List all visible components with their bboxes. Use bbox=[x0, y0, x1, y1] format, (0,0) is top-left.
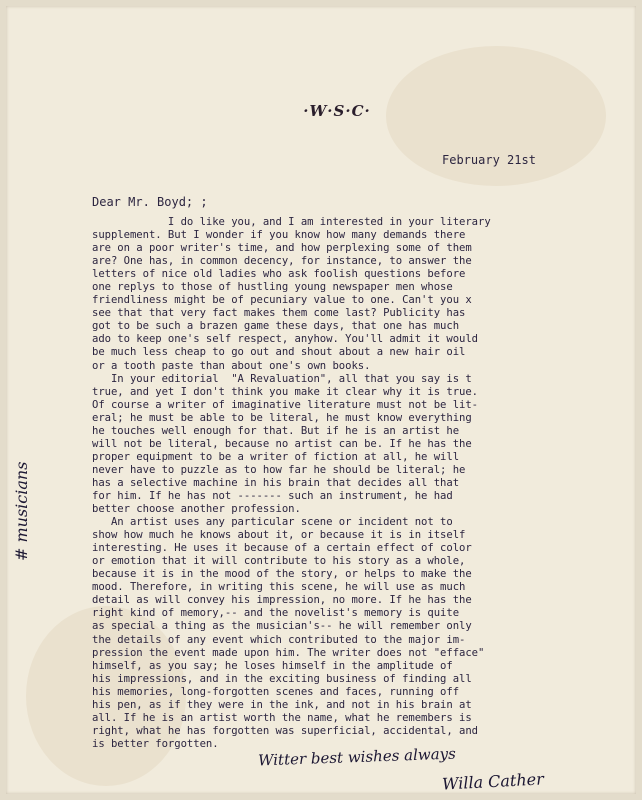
body-line: proper equipment to be a writer of fiction at all, he will bbox=[92, 450, 460, 463]
body-line: are on a poor writer's time, and how perplexing some of them bbox=[92, 242, 472, 255]
body-line: or emotion that it will contribute to his story as a whole, bbox=[92, 555, 466, 568]
body-line: An artist uses any particular scene or incident not to bbox=[92, 516, 453, 529]
body-line: are? One has, in common decency, for instance, to answer the bbox=[92, 255, 472, 268]
body-line: ado to keep one's self respect, anyhow. You'll admit it would bbox=[92, 333, 479, 346]
body-line: friendliness might be of pecuniary value to one. Can't you x bbox=[92, 294, 472, 307]
body-line: never have to puzzle as to how far he should be literal; he bbox=[92, 463, 466, 476]
body-line: one replys to those of hustling young newspaper men whose bbox=[92, 281, 453, 294]
body-line: I do like you, and I am interested in your literary bbox=[92, 216, 491, 228]
body-line: his impressions, and in the exciting business of finding all bbox=[92, 672, 472, 685]
salutation: Dear Mr. Boyd; ; bbox=[92, 195, 208, 209]
body-line: pression the event made upon him. The writer does not "efface" bbox=[92, 646, 485, 659]
signature: Willa Cather bbox=[441, 769, 545, 794]
body-line: his memories, long-forgotten scenes and faces, running off bbox=[92, 685, 460, 698]
body-line: will not be literal, because no artist can be. If he has the bbox=[92, 437, 472, 450]
body-line: interesting. He uses it because of a certain effect of color bbox=[92, 542, 472, 555]
body-line: is better forgotten. bbox=[92, 737, 219, 750]
body-line: or a tooth paste than about one's own books. bbox=[92, 359, 371, 372]
body-line: letters of nice old ladies who ask foolish questions before bbox=[92, 268, 466, 281]
body-line: because it is in the mood of the story, or helps to make the bbox=[92, 568, 472, 581]
letter-page bbox=[6, 6, 636, 794]
body-line: Of course a writer of imaginative literature must not be lit- bbox=[92, 398, 479, 411]
handwritten-closing: Witter best wishes always bbox=[257, 744, 457, 770]
letter-body bbox=[92, 216, 612, 751]
body-line: detail as will convey his impression, no more. If he has the bbox=[92, 594, 472, 607]
body-line: himself, as you say; he loses himself in the amplitude of bbox=[92, 659, 453, 672]
body-line: got to be such a brazen game these days, that one has much bbox=[92, 320, 460, 333]
body-line: right kind of memory,-- and the novelist's memory is quite bbox=[92, 607, 460, 620]
body-line: right, what he has forgotten was superficial, accidental, and bbox=[92, 724, 479, 737]
body-line: he touches well enough for that. But if he is an artist he bbox=[92, 424, 460, 437]
body-line: show how much he knows about it, or because it is in itself bbox=[92, 529, 466, 542]
body-line: true, and yet I don't think you make it clear why it is true. bbox=[92, 385, 479, 398]
body-line: better choose another profession. bbox=[92, 503, 301, 516]
body-line: has a selective machine in his brain that decides all that bbox=[92, 476, 460, 489]
letter-date: February 21st bbox=[442, 153, 536, 167]
body-line: as special a thing as the musician's-- he will remember only bbox=[92, 620, 472, 633]
body-line: eral; he must be able to be literal, he must know everything bbox=[92, 411, 472, 424]
body-line: see that that very fact makes them come last? Publicity has bbox=[92, 307, 466, 320]
body-line: the details of any event which contributed to the major im- bbox=[92, 633, 466, 646]
letterhead-monogram: ·W·S·C· bbox=[303, 102, 371, 120]
handwritten-margin-note: # musicians bbox=[12, 461, 31, 561]
body-line: his pen, as if they were in the ink, and not in his brain at bbox=[92, 698, 472, 711]
body-line: In your editorial "A Revaluation", all that you say is t bbox=[92, 372, 472, 385]
body-line: all. If he is an artist worth the name, what he remembers is bbox=[92, 711, 472, 724]
body-line: supplement. But I wonder if you know how many demands there bbox=[92, 229, 466, 242]
body-line: for him. If he has not ------- such an instrument, he had bbox=[92, 489, 453, 502]
body-line: mood. Therefore, in writing this scene, he will use as much bbox=[92, 581, 466, 594]
body-line: be much less cheap to go out and shout about a new hair oil bbox=[92, 346, 466, 359]
